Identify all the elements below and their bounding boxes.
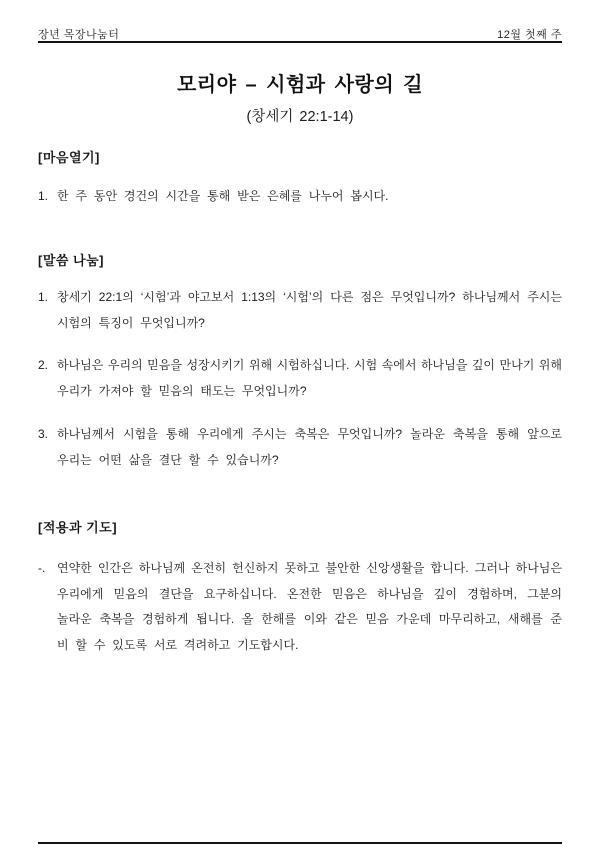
question-item-2 [38, 352, 562, 404]
question-line: 우리가 가져야 할 믿음의 태도는 무엇입니까? [57, 384, 307, 398]
question-line: 창세기 22:1의 ‘시험’과 야고보서 1:13의 ‘시험’의 다른 점은 무엇입니까? 하나님께서 주시는 [57, 290, 562, 304]
opening-item [38, 183, 562, 209]
paragraph-line: 비 할 수 있도록 서로 격려하고 기도합시다. [57, 637, 299, 652]
item-marker: 2. [38, 358, 49, 372]
opening-item-line: 한 주 동안 경건의 시간을 통해 받은 은혜를 나누어 봅시다. [57, 189, 389, 203]
question-line: 하나님은 우리의 믿음을 성장시키기 위해 시험하십니다. 시험 속에서 하나님을 깊이 만나기 위해 [57, 358, 562, 372]
scripture-reference: (창세기 22:1-14) [246, 109, 354, 125]
question-item-3 [38, 421, 562, 473]
page-title: 모리야 – 시험과 사랑의 길 [176, 74, 424, 96]
section-heading-opening: [마음열기] [38, 150, 100, 165]
question-line: 우리는 어떤 삶을 결단 할 수 있습니까? [57, 453, 279, 467]
header-left-label: 장년 목장나눔터 [38, 29, 120, 41]
item-marker: 1. [38, 189, 49, 203]
header-rule [38, 41, 562, 43]
item-marker: 1. [38, 290, 49, 304]
item-marker: -. [38, 561, 46, 575]
application-paragraph [38, 556, 562, 658]
section-heading-word-sharing: [말씀 나눔] [38, 253, 105, 268]
question-line: 시험의 특징이 무엇입니까? [57, 316, 205, 330]
paragraph-line: 놀라운 축복을 경험하게 됩니다. 올 한해를 이와 같은 믿음 가운데 마무리하고, 새해를 준 [57, 612, 562, 626]
section-heading-application-prayer: [적용과 기도] [38, 520, 118, 535]
item-marker: 3. [38, 427, 49, 441]
paragraph-line: 연약한 인간은 하나님께 온전히 헌신하지 못하고 불안한 신앙생활을 합니다. 그러나 하나님은 [57, 561, 562, 575]
paragraph-line: 우리에게 믿음의 결단을 요구하십니다. 온전한 믿음은 하나님을 깊이 경험하며, 그분의 [57, 586, 562, 601]
header-right-label: 12월 첫째 주 [497, 29, 562, 41]
footer-rule [38, 842, 562, 844]
question-item-1 [38, 284, 562, 336]
question-line: 하나님께서 시험을 통해 우리에게 주시는 축복은 무엇입니까? 놀라운 축복을 통해 앞으로 [57, 427, 562, 441]
